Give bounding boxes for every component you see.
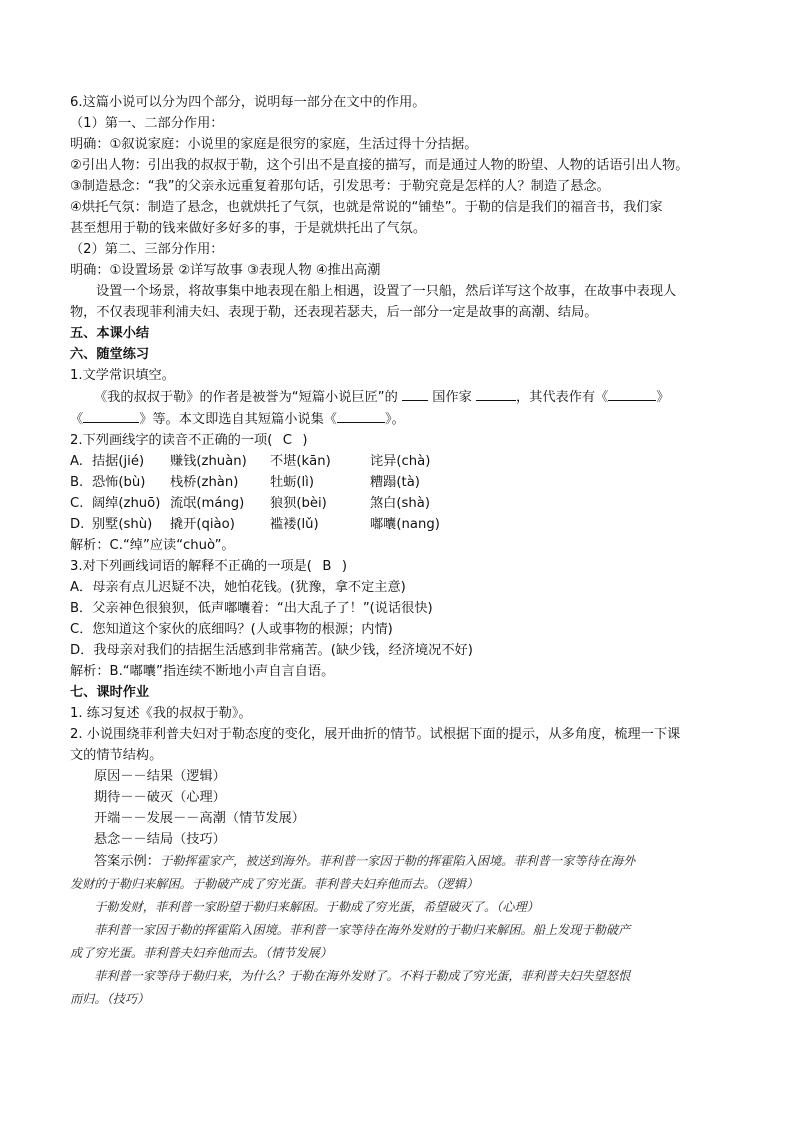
hw-hint-3: 开端－－发展－－高潮（情节发展） bbox=[94, 811, 305, 826]
q6-title: 6.这篇小说可以分为四个部分，说明每一部分在文中的作用。 bbox=[70, 95, 426, 110]
hw-hint-1: 原因－－结果（逻辑） bbox=[94, 769, 226, 784]
ex3-option-b: B．父亲神色很狼狈，低声嘟囔着：“出大乱子了！”(说话很快) bbox=[70, 601, 433, 616]
ex2-answer: C bbox=[282, 433, 292, 448]
sample-answer-1a: 答案示例：于勒挥霍家产，被送到海外。菲利普一家因于勒的挥霍陷入困境。菲利普一家等待在海外 bbox=[94, 854, 636, 869]
sample-answer-4b: 而归。（技巧） bbox=[70, 992, 150, 1006]
q6-part2-b1: 设置一个场景，将故事集中地表现在船上相遇，设置了一只船，然后详写这个故事，在故事中表现人 bbox=[96, 284, 677, 299]
q6-part1-heading: （1）第一、二部分作用： bbox=[70, 116, 224, 131]
blank-author[interactable] bbox=[476, 386, 516, 401]
hw-item-1: 1. 练习复述《我的叔叔于勒》。 bbox=[70, 706, 252, 721]
ex1-line1: 《我的叔叔于勒》的作者是被誉为“短篇小说巨匠”的 国作家 ，其代表作有《 》 bbox=[70, 386, 730, 408]
hw-item-2b: 文的情节结构。 bbox=[70, 748, 163, 763]
q6-part1-b: ②引出人物：引出我的叔叔于勒，这个引出不是直接的描写，而是通过人物的盼望、人物的话语引出人物。 bbox=[70, 158, 689, 173]
q6-part2-heading: （2）第二、三部分作用： bbox=[70, 242, 224, 257]
ex2-analysis: 解析：C.“绰”应读“chuò”。 bbox=[70, 538, 235, 553]
ex1-line2: 《 》等。本文即选自其短篇小说集《 》。 bbox=[70, 408, 730, 430]
ex2-option-a: A. 拮据(jié) 赚钱(zhuàn) 不堪(kān) 诧异(chà) bbox=[70, 454, 431, 469]
q6-part1-d2: 甚至想用于勒的钱来做好多好多的事，于是就烘托出了气氛。 bbox=[70, 221, 427, 236]
section-7-heading: 七、课时作业 bbox=[70, 685, 150, 700]
sample-answer-3a: 菲利普一家因于勒的挥霍陷入困境。菲利普一家等待在海外发财的于勒归来解困。船上发现于勒破产 bbox=[94, 923, 631, 937]
ex1-title: 1.文学常识填空。 bbox=[70, 368, 175, 383]
section-6-heading: 六、随堂练习 bbox=[70, 347, 150, 362]
hw-hint-4: 悬念－－结局（技巧） bbox=[94, 832, 226, 847]
ex2-title: 2.下列画线字的读音不正确的一项( C ) bbox=[70, 430, 730, 451]
ex2-option-d: D. 别墅(shù) 撬开(qiào) 褴褛(lǔ) 嘟囔(nang) bbox=[70, 517, 440, 532]
hw-item-2a: 2. 小说围绕菲利普夫妇对于勒态度的变化，展开曲折的情节。试根据下面的提示，从多角度，梳理一下课 bbox=[70, 727, 681, 742]
hw-hint-2: 期待－－破灭（心理） bbox=[94, 790, 226, 805]
ex3-option-c: C．您知道这个家伙的底细吗？(人或事物的根源；内情) bbox=[70, 622, 393, 637]
ex3-title: 3.对下列画线词语的解释不正确的一项是( B ) bbox=[70, 556, 730, 577]
ex3-option-a: A．母亲有点儿迟疑不决，她怕花钱。(犹豫，拿不定主意) bbox=[70, 580, 406, 595]
q6-part2-a: 明确：①设置场景 ②详写故事 ③表现人物 ④推出高潮 bbox=[70, 263, 381, 278]
section-5-heading: 五、本课小结 bbox=[70, 326, 150, 341]
sample-answer-1b: 发财的于勒归来解困。于勒破产成了穷光蛋。菲利普夫妇弃他而去。（逻辑） bbox=[70, 877, 479, 891]
sample-answer-2: 于勒发财，菲利普一家盼望于勒归来解困。于勒成了穷光蛋，希望破灭了。（心理） bbox=[94, 900, 539, 914]
ex3-analysis: 解析：B.“嘟囔”指连续不断地小声自言自语。 bbox=[70, 664, 335, 679]
sample-answer-3b: 成了穷光蛋。菲利普夫妇弃他而去。（情节发展） bbox=[70, 946, 333, 960]
blank-country[interactable] bbox=[402, 386, 428, 401]
ex3-option-d: D．我母亲对我们的拮据生活感到非常痛苦。(缺少钱，经济境况不好) bbox=[70, 643, 473, 658]
q6-part1-d1: ④烘托气氛：制造了悬念，也就烘托了气氛，也就是常说的“铺垫”。于勒的信是我们的福音书，我们家 bbox=[70, 200, 663, 215]
q6-part2-b2: 物，不仅表现菲利浦夫妇、表现于勒，还表现若瑟夫，后一部分一定是故事的高潮、结局。 bbox=[70, 305, 598, 320]
blank-work-1[interactable] bbox=[608, 386, 656, 401]
blank-collection[interactable] bbox=[337, 408, 385, 423]
blank-work-2[interactable] bbox=[83, 408, 139, 423]
ex3-answer: B bbox=[322, 559, 332, 574]
sample-answer-4a: 菲利普一家等待于勒归来，为什么？于勒在海外发财了。不料于勒成了穷光蛋，菲利普夫妇失望怒恨 bbox=[94, 969, 631, 983]
ex2-option-b: B. 恐怖(bù) 栈桥(zhàn) 牡蛎(lì) 糟蹋(tà) bbox=[70, 475, 420, 490]
q6-part1-c: ③制造悬念：“我”的父亲永远重复着那句话，引发思考：于勒究竟是怎样的人？制造了悬念。 bbox=[70, 179, 610, 194]
document-page bbox=[70, 92, 730, 1011]
q6-part1-a: 明确：①叙说家庭：小说里的家庭是很穷的家庭，生活过得十分拮据。 bbox=[70, 137, 478, 152]
ex2-option-c: C. 阔绰(zhuō) 流氓(máng) 狼狈(bèi) 煞白(shà) bbox=[70, 496, 430, 511]
